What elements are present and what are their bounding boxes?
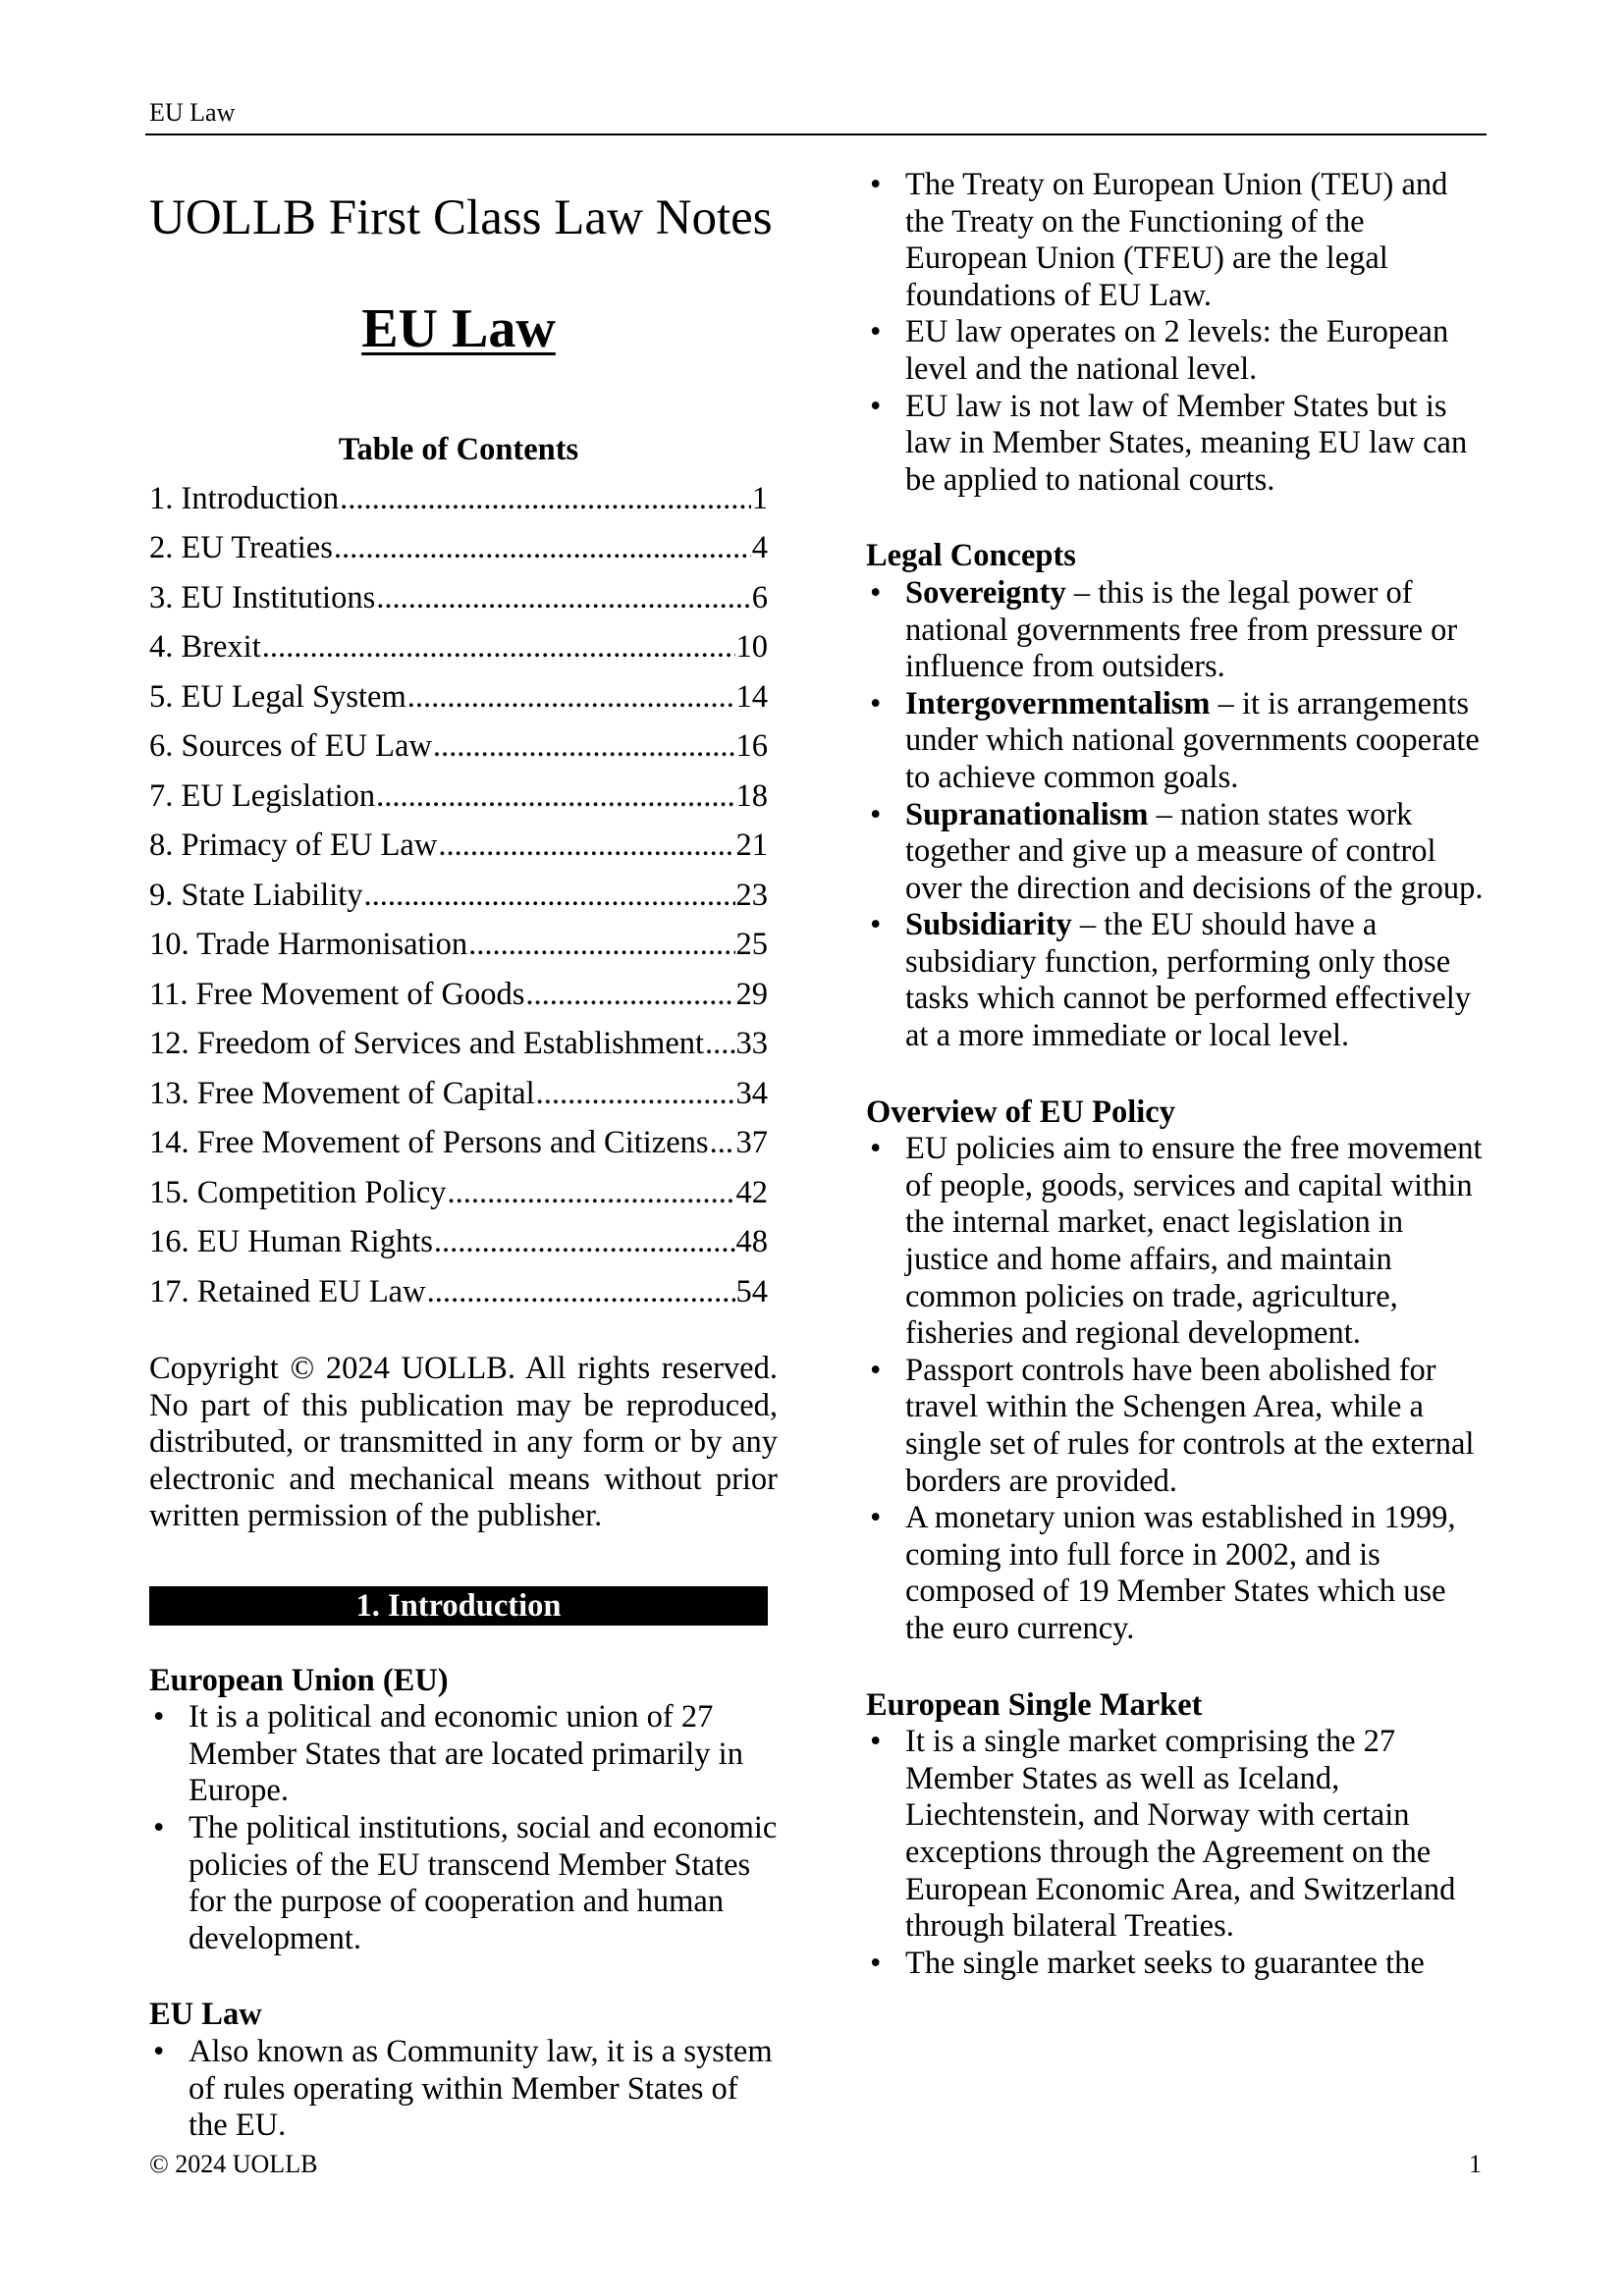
toc-leader-dots — [434, 1224, 735, 1261]
toc-entry-page: 23 — [735, 877, 768, 913]
bullet-text: The political institutions, social and economic policies of the EU transcend Member States for the purpose of cooperation and human development. — [189, 1809, 778, 1956]
toc-entry-label: 13. Free Movement of Capital — [149, 1075, 535, 1111]
toc-entry[interactable] — [149, 778, 768, 828]
toc-entry[interactable] — [149, 927, 768, 977]
toc-leader-dots — [340, 481, 751, 518]
bullet-icon: • — [870, 1945, 882, 1981]
toc-entry[interactable] — [149, 828, 768, 878]
subsection-heading: European Single Market — [866, 1686, 1203, 1723]
toc-entry-label: 14. Free Movement of Persons and Citizens — [149, 1125, 709, 1161]
bullet-item — [866, 575, 1485, 686]
bullet-item — [149, 1699, 778, 1810]
running-header: EU Law — [149, 98, 236, 127]
bullet-icon: • — [870, 1352, 882, 1388]
concept-definition: – nation states work together and give up a measure of control over the direction and decisions of the group. — [905, 796, 1484, 906]
toc-entry-page: 6 — [751, 579, 768, 615]
concept-term: Subsidiarity — [905, 907, 1072, 943]
toc-entry-label: 8. Primacy of EU Law — [149, 828, 438, 864]
toc-entry-label: 10. Trade Harmonisation — [149, 927, 468, 963]
bullet-icon: • — [870, 1500, 882, 1536]
bullet-text: The single market seeks to guarantee the — [905, 1945, 1425, 1981]
toc-entry-page: 54 — [735, 1273, 768, 1309]
toc-leader-dots — [407, 679, 735, 717]
bullet-text: A monetary union was established in 1999, coming into full force in 2002, and is composed of 19 Member States which use the euro currency. — [905, 1500, 1456, 1646]
bullet-text: EU law is not law of Member States but is law in Member States, meaning EU law can be applied to national courts. — [905, 388, 1468, 498]
subsection-heading: Legal Concepts — [866, 538, 1076, 574]
toc-entry-label: 2. EU Treaties — [149, 530, 333, 566]
bullet-list — [866, 167, 1485, 499]
toc-entry[interactable] — [149, 481, 768, 531]
toc-leader-dots — [705, 1026, 734, 1063]
left-column — [149, 159, 778, 2145]
toc-leader-dots — [710, 1125, 735, 1162]
toc-entry-label: 3. EU Institutions — [149, 579, 376, 615]
bullet-item — [866, 314, 1485, 388]
toc-leader-dots — [536, 1076, 735, 1113]
bullet-icon: • — [870, 574, 882, 611]
toc-entry-page: 16 — [735, 728, 768, 765]
eu-law-block — [149, 1997, 778, 2144]
concept-definition: – the EU should have a subsidiary function, performing only those tasks which cannot be performed effectively at a more immediate or local level. — [905, 907, 1472, 1054]
bullet-item — [866, 1353, 1485, 1500]
bullet-icon: • — [153, 2033, 165, 2069]
header-rule — [145, 133, 1487, 135]
bullet-list — [149, 1699, 778, 1957]
concept-term: Supranationalism — [905, 796, 1149, 832]
toc-entry-label: 15. Competition Policy — [149, 1174, 447, 1210]
toc-entry[interactable] — [149, 530, 768, 580]
toc-entry-label: 5. EU Legal System — [149, 678, 406, 715]
toc-entry-label: 11. Free Movement of Goods — [149, 976, 525, 1012]
toc-entry[interactable] — [149, 1076, 768, 1126]
toc-entry-page: 21 — [735, 828, 768, 864]
policy-block — [866, 1095, 1485, 1648]
bullet-item — [866, 1500, 1485, 1647]
eu-block — [149, 1663, 778, 1958]
toc-entry-page: 42 — [735, 1174, 768, 1210]
toc-heading: Table of Contents — [338, 432, 579, 467]
toc-entry[interactable] — [149, 1224, 768, 1274]
toc-entry-label: 16. EU Human Rights — [149, 1224, 433, 1260]
toc-entry-label: 6. Sources of EU Law — [149, 728, 432, 765]
single-market-block — [866, 1687, 1485, 1983]
toc-leader-dots — [376, 778, 734, 816]
toc-entry[interactable] — [149, 1026, 768, 1076]
bullet-icon: • — [870, 1724, 882, 1760]
toc-entry-page: 33 — [735, 1026, 768, 1062]
toc-entry-page: 37 — [735, 1125, 768, 1161]
bullet-list — [866, 1131, 1485, 1647]
concept-term: Sovereignty — [905, 574, 1066, 611]
toc-entry-page: 25 — [735, 927, 768, 963]
toc-leader-dots — [262, 629, 735, 667]
toc-entry-label: 7. EU Legislation — [149, 777, 376, 814]
concept-definition: – this is the legal power of national governments free from pressure or influence from outsiders. — [905, 574, 1458, 685]
concept-definition: – it is arrangements under which national governments cooperate to achieve common goals. — [905, 685, 1480, 795]
toc-entry-page: 34 — [735, 1075, 768, 1111]
bullet-icon: • — [870, 907, 882, 943]
toc-entry-page: 48 — [735, 1224, 768, 1260]
bullet-text: EU law operates on 2 levels: the European level and the national level. — [905, 314, 1449, 387]
bullet-item — [866, 1131, 1485, 1353]
bullet-item — [149, 2034, 778, 2145]
bullet-text: It is a political and economic union of 27 Member States that are located primarily in Europe. — [189, 1699, 743, 1809]
bullet-text: Also known as Community law, it is a system of rules operating within Member States of the EU. — [189, 2033, 773, 2144]
toc-entry-label: 4. Brexit — [149, 629, 261, 666]
section-heading-bar: 1. Introduction — [149, 1586, 768, 1626]
toc-entry[interactable] — [149, 878, 768, 928]
footer-copyright: © 2024 UOLLB — [149, 2150, 318, 2178]
bullet-list — [866, 575, 1485, 1055]
bullet-item — [149, 1810, 778, 1957]
toc-entry-page: 29 — [735, 976, 768, 1012]
table-of-contents — [149, 481, 768, 1324]
toc-entry-page: 14 — [735, 678, 768, 715]
toc-entry[interactable] — [149, 728, 768, 778]
toc-leader-dots — [468, 927, 734, 964]
toc-entry[interactable] — [149, 679, 768, 729]
bullet-text: The Treaty on European Union (TEU) and the Treaty on the Functioning of the European Union (TFEU) are the legal foundations of EU Law. — [905, 167, 1448, 313]
toc-entry-page: 18 — [735, 777, 768, 814]
bullet-list — [149, 2034, 778, 2145]
document-subtitle: EU Law — [361, 298, 556, 359]
toc-entry-page: 1 — [751, 480, 768, 516]
bullet-text: EU policies aim to ensure the free movement of people, goods, services and capital within the internal market, enact legislation in justice and home affairs, and maintain common policies on trade, agriculture, fisheries and regional development. — [905, 1131, 1483, 1352]
toc-entry-page: 4 — [751, 530, 768, 566]
bullet-icon: • — [153, 1699, 165, 1735]
right-column — [866, 167, 1485, 1982]
toc-leader-dots — [334, 530, 751, 567]
subsection-heading: European Union (EU) — [149, 1662, 449, 1698]
legal-concepts-block — [866, 538, 1485, 1054]
toc-leader-dots — [447, 1175, 734, 1212]
bullet-item — [866, 167, 1485, 314]
bullet-icon: • — [870, 388, 882, 424]
toc-entry[interactable] — [149, 1175, 768, 1225]
toc-entry[interactable] — [149, 580, 768, 630]
page-number: 1 — [1469, 2150, 1482, 2178]
bullet-item — [866, 797, 1485, 908]
toc-entry-label: 1. Introduction — [149, 480, 340, 516]
toc-entry-label: 12. Freedom of Services and Establishment — [149, 1026, 705, 1062]
document-title: UOLLB First Class Law Notes — [149, 190, 773, 245]
toc-entry[interactable] — [149, 1125, 768, 1175]
toc-leader-dots — [376, 580, 751, 617]
bullet-item — [866, 389, 1485, 500]
toc-entry[interactable] — [149, 977, 768, 1027]
bullet-icon: • — [153, 1809, 165, 1845]
toc-leader-dots — [364, 878, 735, 915]
bullet-icon: • — [870, 1131, 882, 1167]
bullet-item — [866, 1724, 1485, 1946]
toc-leader-dots — [525, 977, 734, 1014]
bullet-item — [866, 1946, 1485, 1983]
bullet-list — [866, 1724, 1485, 1982]
toc-leader-dots — [438, 828, 734, 865]
bullet-text: Passport controls have been abolished for travel within the Schengen Area, while a single set of rules for controls at the external borders are provided. — [905, 1352, 1475, 1499]
copyright-notice: Copyright © 2024 UOLLB. All rights reserved. No part of this publication may be reproduced, distributed, or transmitted in any form or by any electronic and mechanical means without prior written permission of the publisher. — [149, 1351, 778, 1534]
toc-entry[interactable] — [149, 1274, 768, 1324]
toc-leader-dots — [433, 728, 735, 766]
bullet-icon: • — [870, 685, 882, 721]
bullet-icon: • — [870, 314, 882, 350]
subsection-heading: Overview of EU Policy — [866, 1094, 1175, 1130]
toc-leader-dots — [427, 1274, 735, 1311]
toc-entry-label: 17. Retained EU Law — [149, 1273, 426, 1309]
bullet-icon: • — [870, 796, 882, 832]
toc-entry[interactable] — [149, 629, 768, 679]
subsection-heading: EU Law — [149, 1997, 262, 2033]
concept-term: Intergovernmentalism — [905, 685, 1211, 721]
bullet-item — [866, 686, 1485, 797]
bullet-text: It is a single market comprising the 27 Member States as well as Iceland, Liechtenstein, and Norway with certain exceptions through the Agreement on the European Economic Area, and Switzerland through bilateral Treaties. — [905, 1724, 1456, 1945]
bullet-icon: • — [870, 167, 882, 202]
toc-entry-label: 9. State Liability — [149, 877, 363, 913]
bullet-item — [866, 907, 1485, 1054]
toc-entry-page: 10 — [735, 629, 768, 666]
